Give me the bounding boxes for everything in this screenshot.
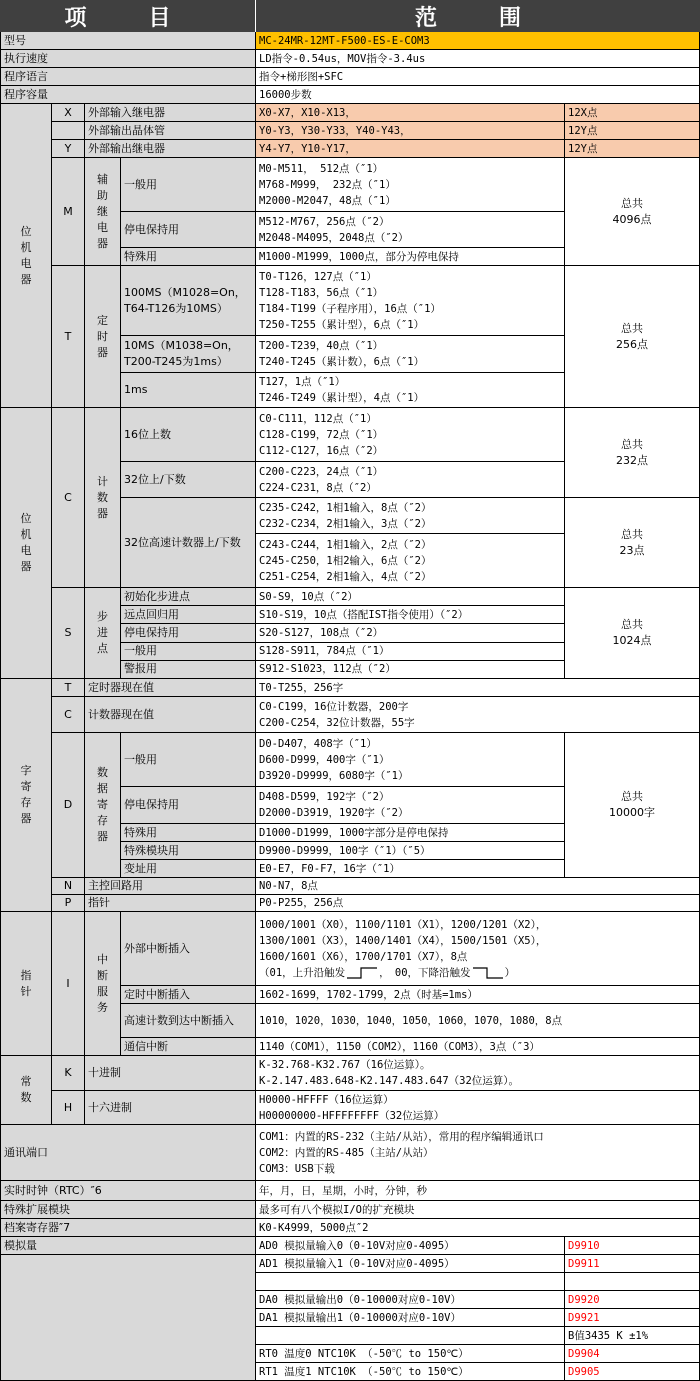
analog-row-reg: D9910 <box>565 1237 700 1255</box>
c-hs-value-b: C243-C244，1相1输入，2点（″2） C245-C250，1相2输入，6点（″2） C251-C254，2相1输入，4点（″2） <box>256 534 565 588</box>
analog-label-area <box>0 1255 256 1381</box>
analog-row-reg: D9904 <box>565 1345 700 1363</box>
d-total: 总共 10000字 <box>565 733 700 878</box>
h-label: 十六进制 <box>85 1091 256 1125</box>
falling-edge-icon <box>471 966 505 980</box>
prog-capacity-label: 程序容量 <box>0 86 256 104</box>
s-row-label: 初始化步进点 <box>121 588 256 606</box>
rtc-label: 实时时钟（RTC）″6 <box>0 1181 256 1201</box>
analog-row-reg: D9920 <box>565 1291 700 1309</box>
analog-row-value: RT0 温度0 NTC10K （-50℃ to 150℃） <box>256 1345 565 1363</box>
y-letter: Y <box>52 140 85 158</box>
file-reg-value: K0-K4999，5000点″2 <box>256 1219 700 1237</box>
p-letter: P <box>52 895 85 912</box>
k-label: 十进制 <box>85 1056 256 1091</box>
c-32bit-label: 32位上/下数 <box>121 462 256 498</box>
d-special-label: 特殊用 <box>121 824 256 842</box>
c-hs-value-a: C235-C242，1相1输入，8点（″2） C232-C234，2相1输入，3点（″2） <box>256 498 565 534</box>
d-latch-label: 停电保持用 <box>121 787 256 824</box>
d-module-value: D9900-D9999，100字（″1）（″5） <box>256 842 565 860</box>
s-letter: S <box>52 588 85 679</box>
i-ext-value: 1000/1001（X0），1100/1101（X1），1200/1201（X2）， 1300/1001（X3），1400/1401（X4），1500/1501（X5）， 1600/1601（X6），1700/1701（X7），8点 （01，上升沿触发 ， 00，下降沿触发 ） <box>256 912 700 986</box>
m-general-value: M0-M511， 512点（″1） M768-M999， 232点（″1） M2000-M2047，48点（″1） <box>256 158 565 212</box>
const-group-label: 常数 <box>0 1056 52 1125</box>
c-letter: C <box>52 408 85 588</box>
d-group-label: 数据寄存器 <box>85 733 121 878</box>
c-32bit-value: C200-C223，24点（″1） C224-C231，8点（″2） <box>256 462 565 498</box>
exec-speed-value: LD指令-0.54us，MOV指令-3.4us <box>256 50 700 68</box>
analog-row-reg: D9905 <box>565 1363 700 1381</box>
m-group-label: 辅助继电器 <box>85 158 121 266</box>
ext-module-value: 最多可有八个模拟I/O的扩充模块 <box>256 1201 700 1219</box>
m-latch-value: M512-M767，256点（″2） M2048-M4095，2048点（″2） <box>256 212 565 248</box>
i-timer-label: 定时中断插入 <box>121 986 256 1004</box>
d-general-label: 一般用 <box>121 733 256 787</box>
c-total-232: 总共 232点 <box>565 408 700 498</box>
word-reg-group-label: 字寄存器 <box>0 679 52 912</box>
t-1ms-value: T127，1点（″1） T246-T249（累计型），4点（″1） <box>256 373 565 408</box>
analog-row-value: DA0 模拟量输出0（0-10000对应0-10V） <box>256 1291 565 1309</box>
s-total: 总共 1024点 <box>565 588 700 679</box>
p-label: 指针 <box>85 895 256 912</box>
i-hsc-label: 高速计数到达中断插入 <box>121 1004 256 1038</box>
t-100ms-value: T0-T126，127点（″1） T128-T183，56点（″1） T184-T199（子程序用），16点（″1） T250-T255（累计型），6点（″1） <box>256 266 565 336</box>
header-range: 范 围 <box>256 0 700 32</box>
analog-row-value <box>256 1327 565 1345</box>
i-group-label: 中断服务 <box>85 912 121 1056</box>
analog-row-reg: D9921 <box>565 1309 700 1327</box>
i-timer-value: 1602-1699，1702-1799，2点（时基=1ms） <box>256 986 700 1004</box>
d-general-value: D0-D407，408字（″1） D600-D999，400字（″1） D3920-D9999，6080字（″1） <box>256 733 565 787</box>
model-label: 型号 <box>0 32 256 50</box>
k-letter: K <box>52 1056 85 1091</box>
n-label: 主控回路用 <box>85 878 256 895</box>
cv-letter: C <box>52 697 85 733</box>
c-hs-label: 32位高速计数器上/下数 <box>121 498 256 588</box>
analog-row-reg: D9911 <box>565 1255 700 1273</box>
pointer-group-label: 指针 <box>0 912 52 1056</box>
d-latch-value: D408-D599，192字（″2） D2000-D3919，1920字（″2） <box>256 787 565 824</box>
t-total: 总共 256点 <box>565 266 700 408</box>
h-letter: H <box>52 1091 85 1125</box>
out-tr-range: Y0-Y3，Y30-Y33，Y40-Y43， <box>256 122 565 140</box>
d-module-label: 特殊模块用 <box>121 842 256 860</box>
m-general-label: 一般用 <box>121 158 256 212</box>
s-row-value: S10-S19，10点（搭配IST指令使用）（″2） <box>256 606 565 624</box>
analog-row-value: AD1 模拟量输入1（0-10V对应0-4095） <box>256 1255 565 1273</box>
m-total: 总共 4096点 <box>565 158 700 266</box>
analog-row-value <box>256 1273 565 1291</box>
cv-label: 计数器现在值 <box>85 697 256 733</box>
t-1ms-label: 1ms <box>121 373 256 408</box>
analog-row-reg: B值3435 K ±1% <box>565 1327 700 1345</box>
c-16bit-label: 16位上数 <box>121 408 256 462</box>
s-row-value: S20-S127，108点（″2） <box>256 624 565 642</box>
i-ext-label: 外部中断插入 <box>121 912 256 986</box>
n-letter: N <box>52 878 85 895</box>
t-100ms-label: 100MS（M1028=On， T64-T126为10MS） <box>121 266 256 336</box>
x-letter: X <box>52 104 85 122</box>
y-letter-blank <box>52 122 85 140</box>
s-row-label: 警报用 <box>121 661 256 679</box>
analog-row-value: RT1 温度1 NTC10K （-50℃ to 150℃） <box>256 1363 565 1381</box>
analog-row-reg <box>565 1273 700 1291</box>
m-special-value: M1000-M1999，1000点，部分为停电保持 <box>256 248 565 266</box>
i-comm-value: 1140（COM1），1150（COM2），1160（COM3），3点（″3） <box>256 1038 700 1056</box>
analog-row-value: DA1 模拟量输出1（0-10000对应0-10V） <box>256 1309 565 1327</box>
analog-label: 模拟量 <box>0 1237 256 1255</box>
rising-edge-icon <box>345 966 379 980</box>
bit-relay-group-label: 位机电器 <box>0 104 52 408</box>
t-group-label: 定时器 <box>85 266 121 408</box>
out-tr-count: 12Y点 <box>565 122 700 140</box>
s-row-value: S128-S911，784点（″1） <box>256 643 565 661</box>
out-tr-name: 外部输出晶体管 <box>85 122 256 140</box>
s-row-value: S912-S1023，112点（″2） <box>256 661 565 679</box>
k-value: K-32.768-K32.767（16位运算）。 K-2.147.483.648-K2.147.483.647（32位运算）。 <box>256 1056 700 1091</box>
s-group-label: 步进点 <box>85 588 121 679</box>
c-group-label: 计数器 <box>85 408 121 588</box>
t-letter: T <box>52 266 85 408</box>
d-index-label: 变址用 <box>121 860 256 878</box>
p-value: P0-P255，256点 <box>256 895 700 912</box>
ext-module-label: 特殊扩展模块 <box>0 1201 256 1219</box>
m-special-label: 特殊用 <box>121 248 256 266</box>
s-row-label: 远点回归用 <box>121 606 256 624</box>
tv-letter: T <box>52 679 85 697</box>
comm-port-label: 通讯端口 <box>0 1125 256 1181</box>
d-special-value: D1000-D1999，1000字部分是停电保持 <box>256 824 565 842</box>
edge-trigger-line: （01，上升沿触发 ， 00，下降沿触发 ） <box>259 966 516 979</box>
header-item: 项 目 <box>0 0 255 32</box>
cv-value: C0-C199，16位计数器，200字 C200-C254，32位计数器，55字 <box>256 697 700 733</box>
n-value: N0-N7，8点 <box>256 878 700 895</box>
file-reg-label: 档案寄存器″7 <box>0 1219 256 1237</box>
rtc-value: 年，月，日，星期，小时，分钟，秒 <box>256 1181 700 1201</box>
prog-lang-value: 指令+梯形图+SFC <box>256 68 700 86</box>
x-range: X0-X7，X10-X13， <box>256 104 565 122</box>
comm-port-value: COM1：内置的RS-232（主站/从站），常用的程序编辑通讯口 COM2：内置的RS-485（主站/从站） COM3：USB下载 <box>256 1125 700 1181</box>
exec-speed-label: 执行速度 <box>0 50 256 68</box>
h-value: H0000-HFFFF（16位运算） H00000000-HFFFFFFFF（32位运算） <box>256 1091 700 1125</box>
s-row-label: 一般用 <box>121 643 256 661</box>
prog-lang-label: 程序语言 <box>0 68 256 86</box>
y-count: 12Y点 <box>565 140 700 158</box>
x-count: 12X点 <box>565 104 700 122</box>
y-range: Y4-Y7，Y10-Y17， <box>256 140 565 158</box>
tv-value: T0-T255，256字 <box>256 679 700 697</box>
s-row-label: 停电保持用 <box>121 624 256 642</box>
m-latch-label: 停电保持用 <box>121 212 256 248</box>
model-value: MC-24MR-12MT-F500-ES-E-COM3 <box>256 32 700 50</box>
d-letter: D <box>52 733 85 878</box>
t-10ms-label: 10MS（M1038=On， T200-T245为1ms） <box>121 336 256 373</box>
bit-relay-group-label-2: 位机电器 <box>0 408 52 679</box>
s-row-value: S0-S9，10点（″2） <box>256 588 565 606</box>
i-letter: I <box>52 912 85 1056</box>
c-16bit-value: C0-C111，112点（″1） C128-C199，72点（″1） C112-C127，16点（″2） <box>256 408 565 462</box>
x-name: 外部输入继电器 <box>85 104 256 122</box>
i-hsc-value: 1010，1020，1030，1040，1050，1060，1070，1080，8点 <box>256 1004 700 1038</box>
i-comm-label: 通信中断 <box>121 1038 256 1056</box>
y-name: 外部输出继电器 <box>85 140 256 158</box>
tv-label: 定时器现在值 <box>85 679 256 697</box>
d-index-value: E0-E7，F0-F7，16字（″1） <box>256 860 565 878</box>
c-total-23: 总共 23点 <box>565 498 700 588</box>
m-letter: M <box>52 158 85 266</box>
prog-capacity-value: 16000步数 <box>256 86 700 104</box>
analog-row-value: AD0 模拟量输入0（0-10V对应0-4095） <box>256 1237 565 1255</box>
t-10ms-value: T200-T239，40点（″1） T240-T245（累计数），6点（″1） <box>256 336 565 373</box>
